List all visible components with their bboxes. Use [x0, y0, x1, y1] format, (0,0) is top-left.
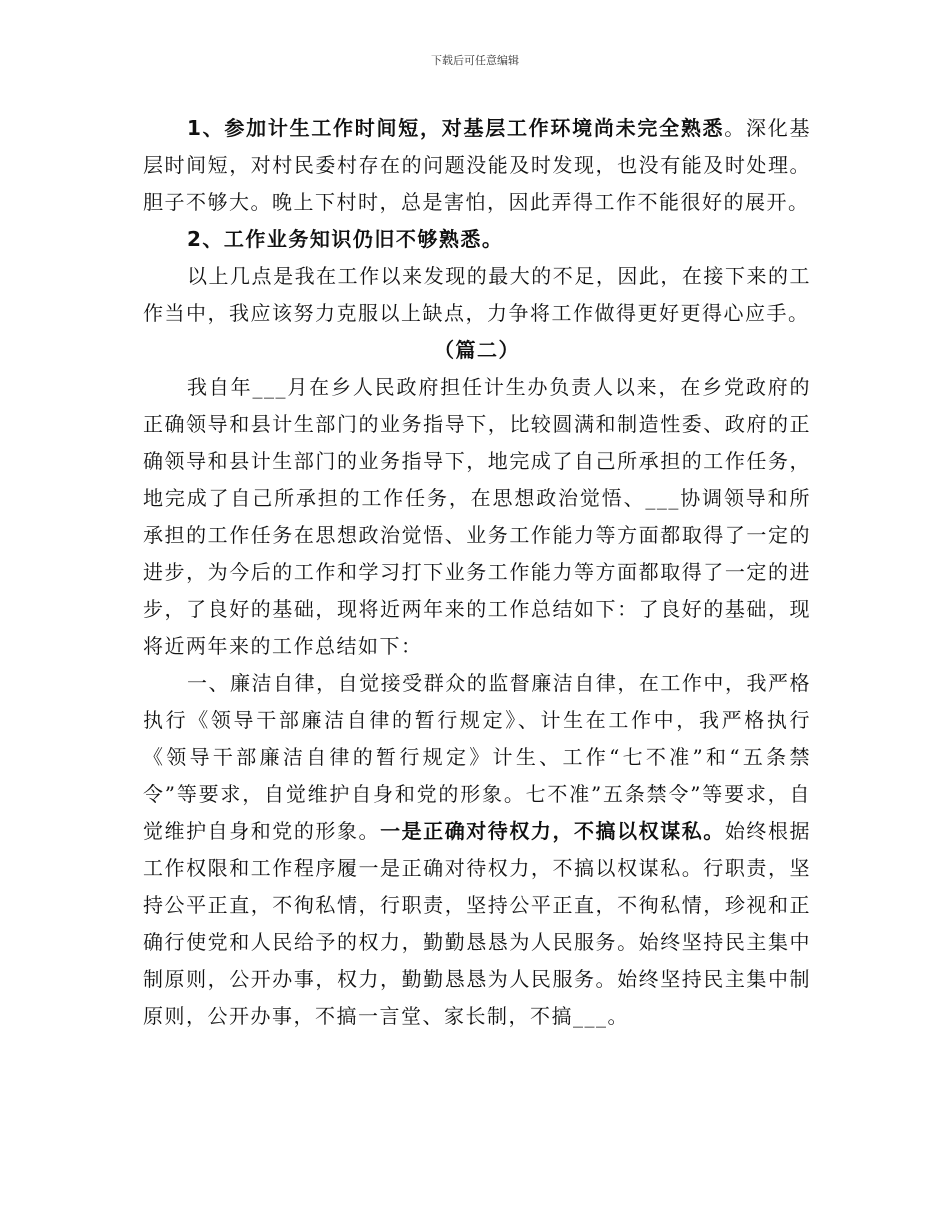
paragraph-3: 以上几点是我在工作以来发现的最大的不足，因此，在接下来的工作当中，我应该努力克服以上缺点，力争将工作做得更好更得心应手。 — [143, 264, 811, 325]
paragraph-5-bold: 一是正确对待权力，不搞以权谋私。 — [380, 819, 725, 843]
paragraph-1-heading: 1、参加计生工作时间短，对基层工作环境尚未完全熟悉 — [187, 116, 725, 140]
paragraph-5-end: 始终根据工作权限和工作程序履一是正确对待权力，不搞以权谋私。行职责，坚持公平正直，不徇私情，行职责，坚持公平正直，不徇私情，珍视和正确行使党和人民给予的权力，勤勤恳恳为人民服务。始终坚持民主集中制原则，公开办事，权力，勤勤恳恳为人民服务。始终坚持民主集中制原则，公开办事，不搞一言堂、家长制，不搞___。 — [143, 819, 812, 1028]
paragraph-1 — [143, 110, 811, 221]
paragraph-1-text: 。深化基层时间短，对村民委村存在的问题没能及时发现，也没有能及时处理。胆子不够大。晚上下村时，总是害怕，因此弄得工作不能很好的展开。 — [143, 116, 812, 214]
page-header: 下载后可任意编辑 — [431, 54, 519, 67]
document-body — [143, 110, 811, 1035]
paragraph-5 — [143, 665, 811, 1035]
paragraph-5-start: 一、廉洁自律，自觉接受群众的监督廉洁自律，在工作中，我严格执行《领导干部廉洁自律的暂行规定》、计生在工作中，我严格执行《领导干部廉洁自律的暂行规定》计生、工作“七不准”和“五条禁令”等要求，自觉维护自身和党的形象。七不准”五条禁令”等要求，自觉维护自身和党的形象。 — [143, 671, 811, 843]
section-title: （篇二） — [434, 338, 520, 362]
paragraph-2 — [143, 221, 811, 258]
paragraph-4: 我自年___月在乡人民政府担任计生办负责人以来，在乡党政府的正确领导和县计生部门的业务指导下，比较圆满和制造性委、政府的正确领导和县计生部门的业务指导下，地完成了自己所承担的工作任务，地完成了自己所承担的工作任务，在思想政治觉悟、___协调领导和所承担的工作任务在思想政治觉悟、业务工作能力等方面都取得了一定的进步，为今后的工作和学习打下业务工作能力等方面都取得了一定的进步，了良好的基础，现将近两年来的工作总结如下：了良好的基础，现将近两年来的工作总结如下： — [143, 375, 811, 658]
paragraph-2-heading: 2、工作业务知识仍旧不够熟悉。 — [187, 227, 504, 251]
